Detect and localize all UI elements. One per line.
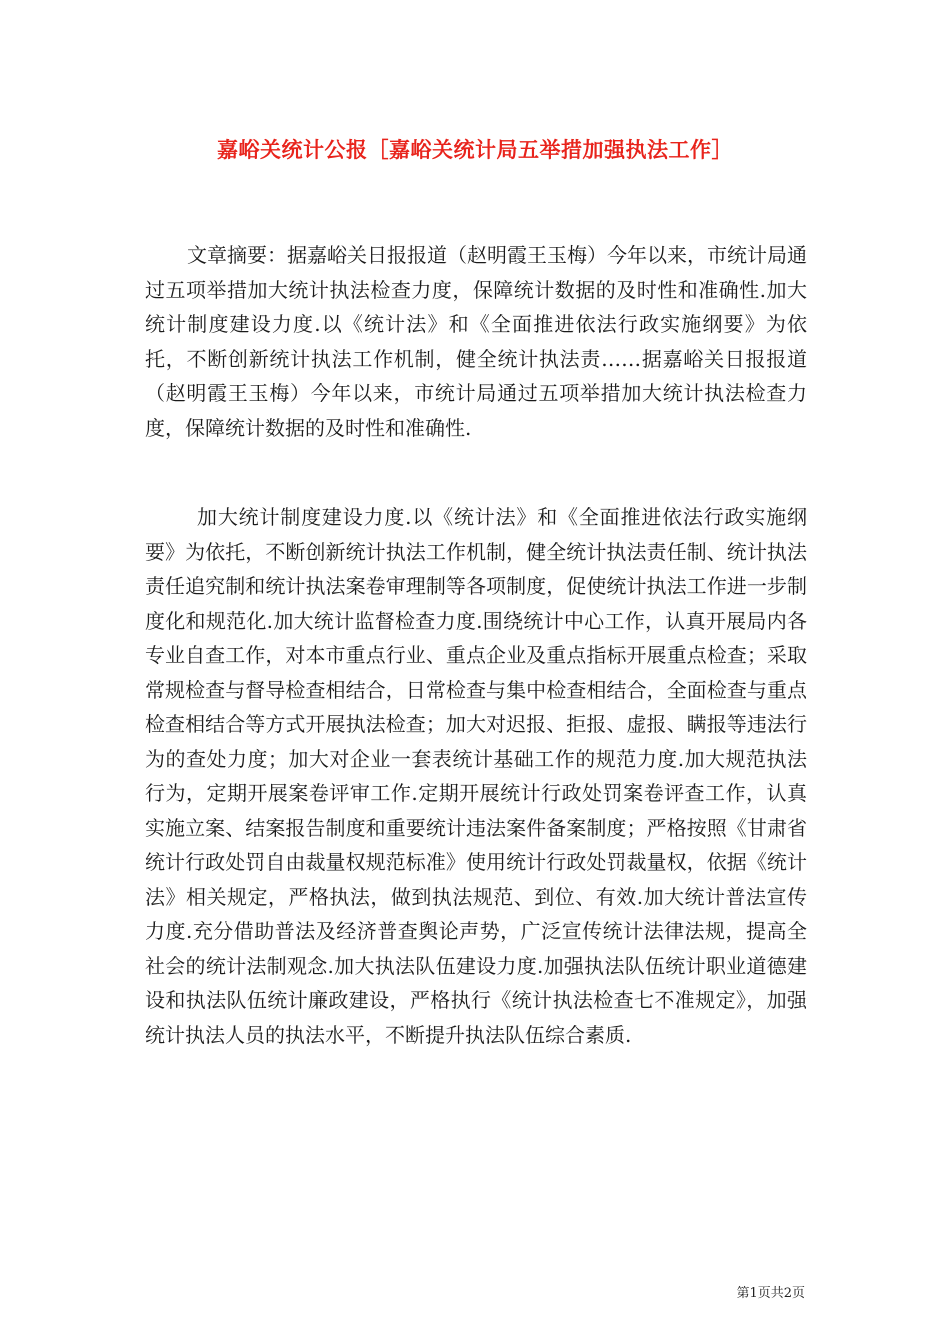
page-number: 第1页共2页 (736, 1286, 805, 1301)
document-title: 嘉峪关统计公报［嘉峪关统计局五举措加强执法工作］ (217, 137, 733, 162)
abstract-paragraph: 文章摘要：据嘉峪关日报报道（赵明霞王玉梅）今年以来，市统计局通过五项举措加大统计执法检查力度，保障统计数据的及时性和准确性.加大统计制度建设力度.以《统计法》和《全面推进依法行政实施纲要》为依托，不断创新统计执法工作机制，健全统计执法责……据嘉峪关日报报道（赵明霞王玉梅）今年以来，市统计局通过五项举措加大统计执法检查力度，保障统计数据的及时性和准确性. (145, 243, 807, 440)
body-paragraph: 加大统计制度建设力度.以《统计法》和《全面推进依法行政实施纲要》为依托，不断创新统计执法工作机制，健全统计执法责任制、统计执法责任追究制和统计执法案卷审理制等各项制度，促使统计执法工作进一步制度化和规范化.加大统计监督检查力度.围绕统计中心工作，认真开展局内各专业自查工作，对本市重点行业、重点企业及重点指标开展重点检查；采取常规检查与督导检查相结合，日常检查与集中检查相结合，全面检查与重点检查相结合等方式开展执法检查；加大对迟报、拒报、虚报、瞒报等违法行为的查处力度；加大对企业一套表统计基础工作的规范力度.加大规范执法行为，定期开展案卷评审工作.定期开展统计行政处罚案卷评查工作，认真实施立案、结案报告制度和重要统计违法案件备案制度；严格按照《甘肃省统计行政处罚自由裁量权规范标准》使用统计行政处罚裁量权，依据《统计法》相关规定，严格执法，做到执法规范、到位、有效.加大统计普法宣传力度.充分借助普法及经济普查舆论声势，广泛宣传统计法律法规，提高全社会的统计法制观念.加大执法队伍建设力度.加强执法队伍统计职业道德建设和执法队伍统计廉政建设，严格执行《统计执法检查七不准规定》，加强统计执法人员的执法水平，不断提升执法队伍综合素质. (145, 505, 807, 1047)
